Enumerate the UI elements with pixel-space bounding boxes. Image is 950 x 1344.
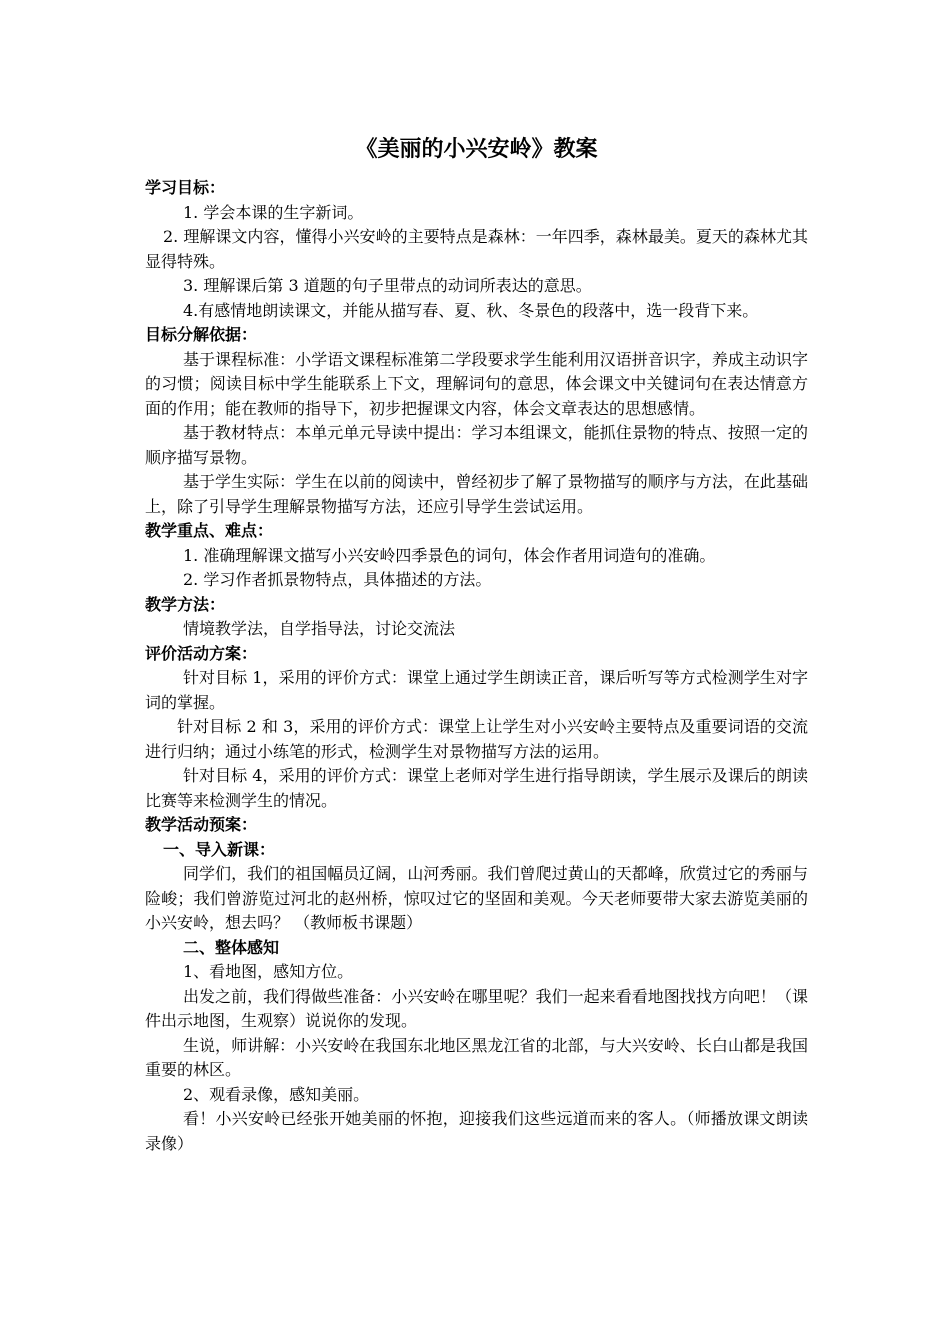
basis-item-2: 基于教材特点：本单元单元导读中提出：学习本组课文，能抓住景物的特点、按照一定的顺序描写景物。 bbox=[145, 423, 808, 467]
basis-item-3: 基于学生实际：学生在以前的阅读中，曾经初步了解了景物描写的顺序与方法，在此基础上，除了引导学生理解景物描写方法，还应引导学生尝试运用。 bbox=[145, 472, 808, 516]
goal-item-4: 4.有感情地朗读课文，并能从描写春、夏、秋、冬景色的段落中，选一段背下来。 bbox=[183, 300, 759, 320]
document-title: 《美丽的小兴安岭》教案 bbox=[355, 137, 598, 162]
part2-item-1: 1、看地图，感知方位。 bbox=[183, 962, 354, 981]
part1-item-1: 同学们，我们的祖国幅员辽阔，山河秀丽。我们曾爬过黄山的天都峰，欣赏过它的秀丽与险峻；我们曾游览过河北的赵州桥，惊叹过它的坚固和美观。今天老师要带大家去游览美丽的小兴安岭，想去吗？ （教师板书课题） bbox=[145, 864, 808, 932]
keypoint-item-1: 1. 准确理解课文描写小兴安岭四季景色的词句，体会作者用词造句的准确。 bbox=[183, 545, 716, 565]
part2-heading: 二、整体感知 bbox=[183, 937, 280, 957]
evaluation-heading: 评价活动方案： bbox=[145, 643, 258, 663]
goal-item-2: 2. 理解课文内容，懂得小兴安岭的主要特点是森林：一年四季，森林最美。夏天的森林尤其显得特殊。 bbox=[145, 227, 808, 271]
methods-heading: 教学方法： bbox=[145, 594, 226, 614]
goal-item-3: 3. 理解课后第 3 道题的句子里带点的动词所表达的意思。 bbox=[183, 276, 592, 295]
part2-item-2: 出发之前，我们得做些准备：小兴安岭在哪里呢？我们一起来看看地图找找方向吧！（课件出示地图，生观察）说说你的发现。 bbox=[145, 986, 808, 1030]
evaluation-item-2: 针对目标 2 和 3，采用的评价方式：课堂上让学生对小兴安岭主要特点及重要词语的交流进行归纳；通过小练笔的形式，检测学生对景物描写方法的运用。 bbox=[145, 717, 808, 761]
goal-item-1: 1. 学会本课的生字新词。 bbox=[183, 202, 364, 222]
keypoints-heading: 教学重点、难点： bbox=[145, 521, 274, 540]
part2-item-5: 看！小兴安岭已经张开她美丽的怀抱，迎接我们这些远道而来的客人。（师播放课文朗读录像） bbox=[145, 1109, 808, 1153]
goals-heading: 学习目标： bbox=[145, 178, 226, 197]
activities-heading: 教学活动预案： bbox=[145, 815, 258, 834]
evaluation-item-1: 针对目标 1，采用的评价方式：课堂上通过学生朗读正音，课后听写等方式检测学生对字词的掌握。 bbox=[145, 668, 808, 712]
keypoint-item-2: 2. 学习作者抓景物特点，具体描述的方法。 bbox=[183, 570, 492, 589]
basis-heading: 目标分解依据： bbox=[145, 325, 258, 344]
part2-item-3: 生说，师讲解：小兴安岭在我国东北地区黑龙江省的北部，与大兴安岭、长白山都是我国重要的林区。 bbox=[145, 1035, 808, 1079]
basis-item-1: 基于课程标准：小学语文课程标准第二学段要求学生能利用汉语拼音识字，养成主动识字的习惯；阅读目标中学生能联系上下文，理解词句的意思，体会课文中关键词句在表达情意方面的作用；能在教师的指导下，初步把握课文内容，体会文章表达的思想感情。 bbox=[145, 349, 808, 418]
evaluation-item-3: 针对目标 4，采用的评价方式：课堂上老师对学生进行指导朗读，学生展示及课后的朗读比赛等来检测学生的情况。 bbox=[145, 766, 808, 810]
part2-item-4: 2、观看录像，感知美丽。 bbox=[183, 1084, 370, 1104]
document-page bbox=[145, 128, 808, 1156]
part1-heading: 一、导入新课： bbox=[163, 839, 276, 859]
method-item-1: 情境教学法，自学指导法，讨论交流法 bbox=[183, 619, 456, 638]
